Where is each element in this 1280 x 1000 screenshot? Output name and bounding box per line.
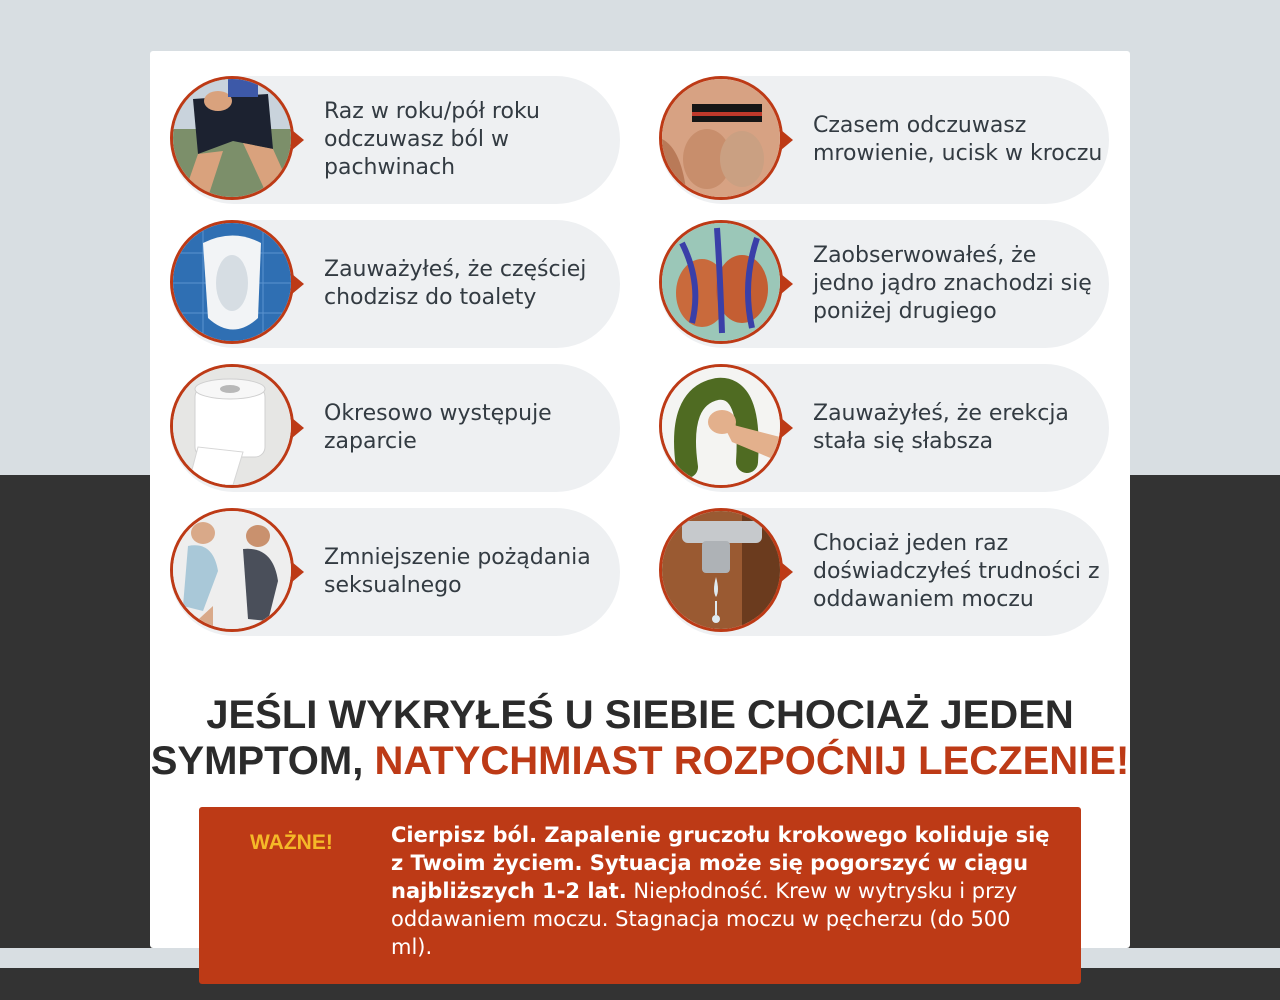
cucumber-photo-icon bbox=[659, 364, 783, 488]
toilet-paper-photo-icon bbox=[170, 364, 294, 488]
headline-part-2-accent: NATYCHMIAST ROZPOĆNIJ LECZENIE! bbox=[374, 739, 1130, 783]
symptom-item bbox=[170, 364, 620, 492]
urinal-photo-icon bbox=[170, 220, 294, 344]
symptom-text: Czasem odczuwasz mrowienie, ucisk w kroczu bbox=[813, 113, 1103, 166]
symptom-text: Zaobserwowałeś, że jedno jądro znachodzi się poniżej drugiego bbox=[813, 243, 1092, 324]
headline bbox=[150, 692, 1130, 784]
symptom-item bbox=[659, 508, 1109, 636]
symptom-item bbox=[659, 364, 1109, 492]
notice-bold-text: Cierpisz ból. Zapalenie gruczołu krokowego koliduje się z Twoim życiem. Sytuacja może się pogorszyć w ciągu najbliższych 1-2 lat. bbox=[391, 823, 1050, 903]
symptom-text: Okresowo występuje zaparcie bbox=[324, 401, 552, 454]
symptom-item bbox=[170, 76, 620, 204]
notice-regular-text: Niepłodność. Krew w wytrysku i przy oddawaniem moczu. Stagnacja moczu w pęcherzu (do 500 ml). bbox=[391, 879, 1018, 959]
symptom-item bbox=[659, 76, 1109, 204]
symptom-item bbox=[170, 220, 620, 348]
pointer-arrow bbox=[292, 418, 304, 438]
important-notice-box bbox=[199, 807, 1081, 984]
symptom-text: Zmniejszenie pożądania seksualnego bbox=[324, 545, 591, 598]
symptom-text: Chociaż jeden raz doświadczyłeś trudności z oddawaniem moczu bbox=[813, 531, 1100, 612]
pointer-arrow bbox=[781, 130, 793, 150]
symptom-item bbox=[659, 220, 1109, 348]
testicles-illustration-icon bbox=[659, 220, 783, 344]
pointer-arrow bbox=[781, 274, 793, 294]
pointer-arrow bbox=[292, 130, 304, 150]
crotch-photo-icon bbox=[659, 76, 783, 200]
groin-pain-photo-icon bbox=[170, 76, 294, 200]
pointer-arrow bbox=[292, 562, 304, 582]
symptom-item bbox=[170, 508, 620, 636]
couple-in-bed-photo-icon bbox=[170, 508, 294, 632]
symptom-text: Zauważyłeś, że erekcja stała się słabsza bbox=[813, 401, 1069, 454]
dripping-tap-photo-icon bbox=[659, 508, 783, 632]
notice-text bbox=[391, 821, 1051, 961]
pointer-arrow bbox=[781, 418, 793, 438]
pointer-arrow bbox=[292, 274, 304, 294]
headline-part-1: JEŚLI WYKRYŁEŚ U SIEBIE CHOCIAŻ JEDEN SYMPTOM, bbox=[150, 693, 1074, 783]
symptom-text: Zauważyłeś, że częściej chodzisz do toalety bbox=[324, 257, 587, 310]
symptom-text: Raz w roku/pół roku odczuwasz ból w pachwinach bbox=[324, 99, 540, 180]
notice-label: WAŻNE! bbox=[250, 831, 333, 854]
pointer-arrow bbox=[781, 562, 793, 582]
